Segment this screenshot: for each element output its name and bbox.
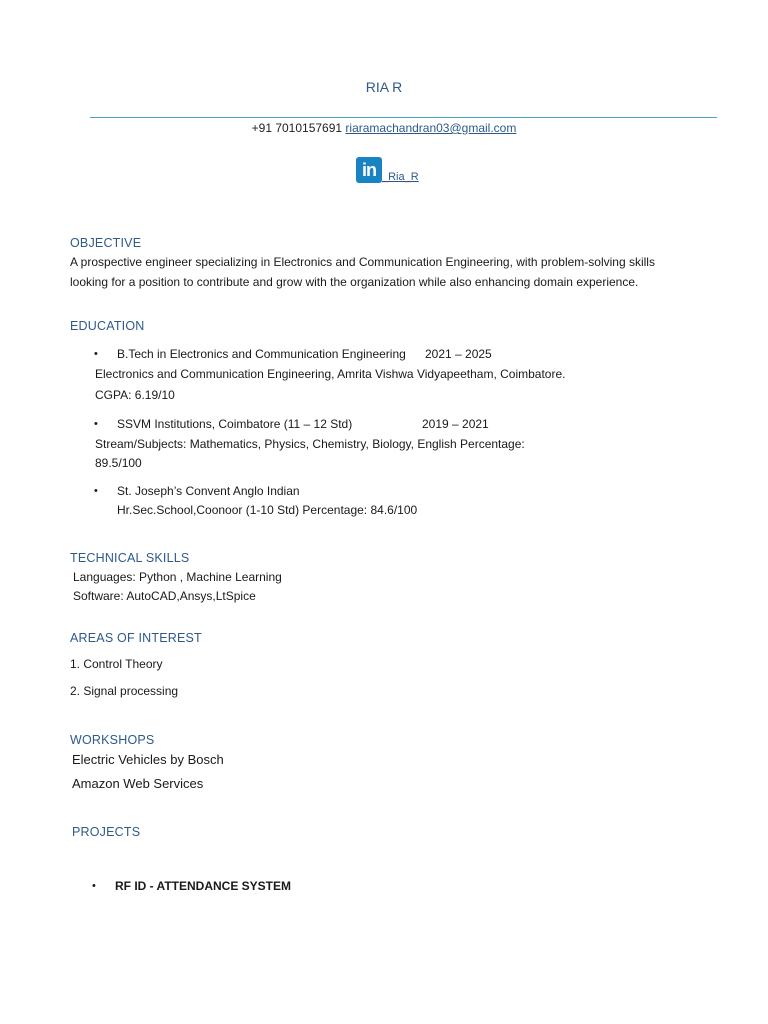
interest-item: 1. Control Theory (70, 657, 163, 671)
hsc-years: 2019 – 2021 (422, 417, 489, 431)
contact-line (0, 121, 768, 135)
btech-years: 2021 – 2025 (425, 347, 492, 361)
sslc-school: St. Joseph’s Convent Anglo Indian (117, 484, 300, 498)
objective-line-2: looking for a position to contribute and grow with the organization while also enhancing domain experience. (70, 275, 639, 289)
header-divider (90, 117, 717, 118)
interest-item: 2. Signal processing (70, 684, 179, 698)
interests-heading: AREAS OF INTEREST (70, 631, 202, 645)
btech-degree: B.Tech in Electronics and Communication Engineering (117, 347, 406, 361)
email-link[interactable]: riaramachandran03@gmail.com (345, 121, 517, 135)
linkedin-name[interactable]: _Ria_R (382, 171, 419, 183)
phone-number: +91 7010157691 (251, 121, 343, 135)
hsc-score: 89.5/100 (95, 456, 142, 470)
projects-heading: PROJECTS (72, 825, 141, 839)
workshop-item: Electric Vehicles by Bosch (72, 752, 224, 767)
hsc-subjects: Stream/Subjects: Mathematics, Physics, Chemistry, Biology, English Percentage: (95, 437, 525, 451)
bullet-icon: • (94, 348, 98, 360)
linkedin-icon[interactable]: in (356, 157, 382, 183)
education-heading: EDUCATION (70, 319, 145, 333)
project-item: RF ID - ATTENDANCE SYSTEM (115, 879, 291, 893)
sslc-detail: Hr.Sec.School,Coonoor (1-10 Std) Percentage: 84.6/100 (117, 503, 418, 517)
bullet-icon: • (94, 418, 98, 430)
bullet-icon: • (92, 880, 96, 892)
objective-heading: OBJECTIVE (70, 236, 142, 250)
candidate-name: RIA R (365, 79, 403, 95)
btech-institution: Electronics and Communication Engineering, Amrita Vishwa Vidyapeetham, Coimbatore. (95, 367, 566, 381)
skills-languages: Languages: Python , Machine Learning (73, 570, 282, 584)
workshop-item: Amazon Web Services (72, 776, 204, 791)
btech-score: CGPA: 6.19/10 (95, 388, 175, 402)
skills-heading: TECHNICAL SKILLS (70, 551, 190, 565)
linkedin-link[interactable] (356, 157, 419, 183)
workshops-heading: WORKSHOPS (70, 733, 155, 747)
hsc-school: SSVM Institutions, Coimbatore (11 – 12 Std) (117, 417, 353, 431)
objective-line-1: A prospective engineer specializing in Electronics and Communication Engineering, with problem-solving skills (70, 255, 655, 269)
bullet-icon: • (94, 485, 98, 497)
skills-software: Software: AutoCAD,Ansys,LtSpice (73, 589, 256, 603)
